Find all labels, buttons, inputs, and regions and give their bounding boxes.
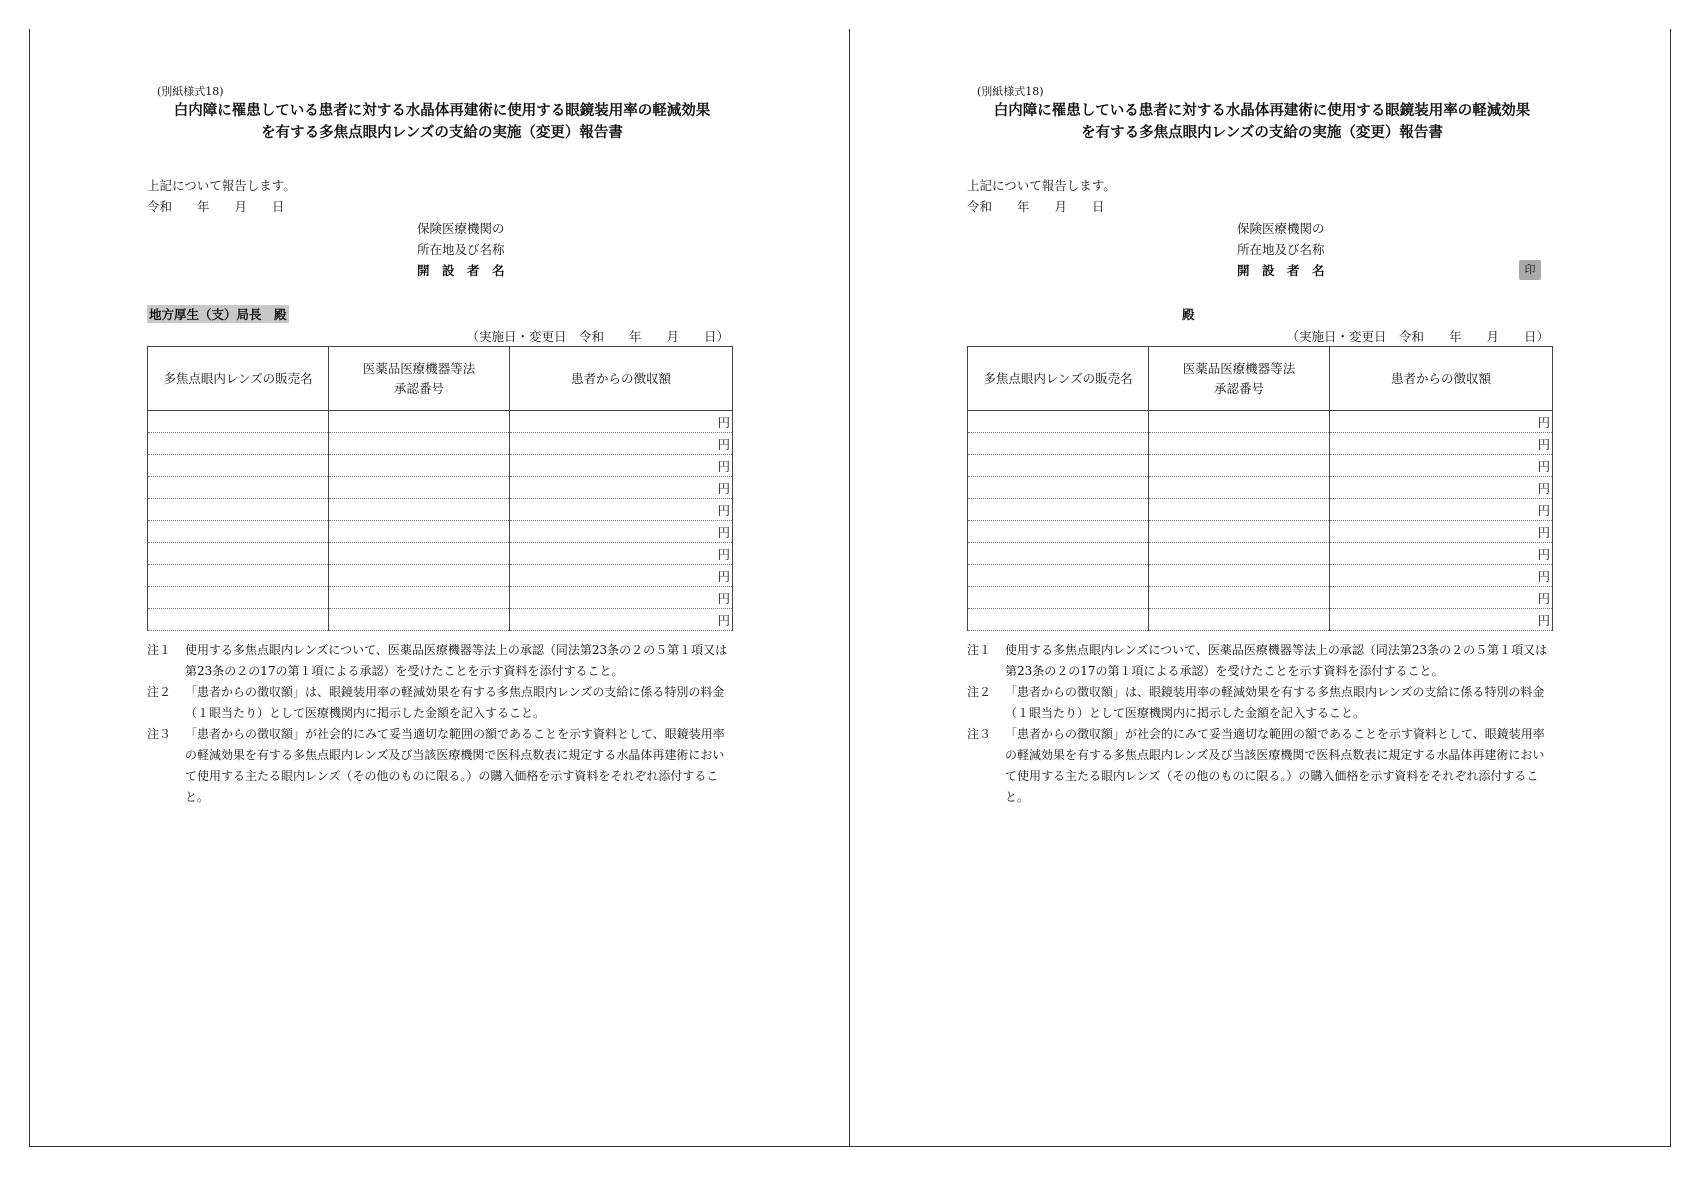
- note-3: [147, 724, 733, 808]
- approval-number-cell[interactable]: [1149, 499, 1330, 521]
- charge-cell[interactable]: [510, 565, 733, 587]
- lens-name-cell[interactable]: [968, 543, 1149, 565]
- approval-number-cell[interactable]: [329, 477, 510, 499]
- form-number: (別紙様式18): [977, 85, 1044, 98]
- note-label: 注３: [967, 727, 992, 741]
- charge-cell[interactable]: [1330, 609, 1553, 631]
- lens-table: [147, 346, 733, 631]
- col-lens-name: 多焦点眼内レンズの販売名: [968, 347, 1149, 411]
- charge-cell[interactable]: [1330, 433, 1553, 455]
- document-page-2: [967, 78, 1557, 804]
- table-row[interactable]: [968, 587, 1553, 609]
- yen-unit: 円: [1537, 590, 1550, 606]
- charge-cell[interactable]: [1330, 477, 1553, 499]
- title-line-1: 白内障に罹患している患者に対する水晶体再建術に使用する眼鏡装用率の軽減効果: [173, 102, 711, 119]
- note-1: [967, 640, 1553, 682]
- lens-name-cell[interactable]: [968, 521, 1149, 543]
- charge-cell[interactable]: [510, 499, 733, 521]
- yen-unit: 円: [1537, 480, 1550, 496]
- yen-unit: 円: [1537, 524, 1550, 540]
- approval-number-cell[interactable]: [329, 565, 510, 587]
- approval-number-cell[interactable]: [329, 411, 510, 433]
- lens-name-cell[interactable]: [148, 521, 329, 543]
- lens-name-cell[interactable]: [968, 477, 1149, 499]
- table-header: [968, 347, 1553, 411]
- yen-unit: 円: [1537, 436, 1550, 452]
- seal-mark: 印: [1519, 260, 1541, 280]
- yen-unit: 円: [717, 612, 730, 628]
- yen-unit: 円: [1537, 458, 1550, 474]
- lens-table: [967, 346, 1553, 631]
- title-line-2: を有する多焦点眼内レンズの支給の実施（変更）報告書: [261, 124, 623, 141]
- institution-label-1: 保険医療機関の: [417, 221, 505, 236]
- recipient: 殿: [1182, 307, 1195, 322]
- approval-number-cell[interactable]: [1149, 587, 1330, 609]
- table-row[interactable]: [148, 521, 733, 543]
- founder-label: 開 設 者 名: [417, 263, 505, 278]
- lens-name-cell[interactable]: [148, 411, 329, 433]
- note-text: 「患者からの徴収額」は、眼鏡装用率の軽減効果を有する多焦点眼内レンズの支給に係る特別の料金（１眼当たり）として医療機関内に掲示した金額を記入すること。: [1005, 685, 1545, 720]
- approval-number-cell[interactable]: [329, 609, 510, 631]
- table-row[interactable]: [148, 455, 733, 477]
- approval-number-cell[interactable]: [1149, 411, 1330, 433]
- approval-number-cell[interactable]: [1149, 521, 1330, 543]
- notes: [967, 640, 1553, 808]
- charge-cell[interactable]: [1330, 455, 1553, 477]
- institution-block: [417, 218, 505, 281]
- yen-unit: 円: [717, 458, 730, 474]
- note-3: [967, 724, 1553, 808]
- charge-cell[interactable]: [510, 609, 733, 631]
- note-label: 注１: [967, 643, 992, 657]
- col-approval-number: [1149, 347, 1330, 411]
- institution-label-1: 保険医療機関の: [1237, 221, 1325, 236]
- col-approval-line1: 医薬品医療機器等法: [1182, 360, 1296, 376]
- approval-number-cell[interactable]: [1149, 455, 1330, 477]
- yen-unit: 円: [717, 436, 730, 452]
- col-patient-charge: 患者からの徴収額: [1330, 347, 1553, 411]
- charge-cell[interactable]: [1330, 411, 1553, 433]
- notes: [147, 640, 733, 808]
- table-row[interactable]: [148, 609, 733, 631]
- institution-label-2: 所在地及び名称: [1237, 242, 1325, 257]
- table-row[interactable]: [968, 411, 1553, 433]
- approval-number-cell[interactable]: [329, 499, 510, 521]
- approval-number-cell[interactable]: [329, 433, 510, 455]
- lens-name-cell[interactable]: [148, 609, 329, 631]
- yen-unit: 円: [1537, 568, 1550, 584]
- table-row[interactable]: [148, 433, 733, 455]
- lens-name-cell[interactable]: [148, 587, 329, 609]
- charge-cell[interactable]: [510, 455, 733, 477]
- charge-cell[interactable]: [1330, 543, 1553, 565]
- approval-number-cell[interactable]: [329, 543, 510, 565]
- lens-name-cell[interactable]: [968, 433, 1149, 455]
- note-text: 「患者からの徴収額」が社会的にみて妥当適切な範囲の額であることを示す資料として、眼鏡装用率の軽減効果を有する多焦点眼内レンズ及び当該医療機関で医科点数表に規定する水晶体再建術において使用する主たる眼内レンズ（その他のものに限る。）の購入価格を示す資料をそれぞれ添付すること。: [185, 727, 725, 804]
- table-row[interactable]: [148, 565, 733, 587]
- lens-name-cell[interactable]: [968, 609, 1149, 631]
- table-row[interactable]: [148, 477, 733, 499]
- table-row[interactable]: [968, 609, 1553, 631]
- yen-unit: 円: [1537, 502, 1550, 518]
- approval-number-cell[interactable]: [1149, 609, 1330, 631]
- lens-name-cell[interactable]: [148, 455, 329, 477]
- intro-text: 上記について報告します。: [147, 178, 296, 193]
- charge-cell[interactable]: [510, 587, 733, 609]
- charge-cell[interactable]: [510, 521, 733, 543]
- founder-label: 開 設 者 名: [1237, 263, 1325, 278]
- yen-unit: 円: [717, 590, 730, 606]
- lens-name-cell[interactable]: [148, 499, 329, 521]
- approval-number-cell[interactable]: [1149, 477, 1330, 499]
- table-row[interactable]: [968, 521, 1553, 543]
- note-label: 注１: [147, 643, 172, 657]
- charge-cell[interactable]: [1330, 521, 1553, 543]
- document-page-1: [147, 78, 737, 804]
- table-row[interactable]: [968, 477, 1553, 499]
- lens-name-cell[interactable]: [968, 565, 1149, 587]
- note-text: 使用する多焦点眼内レンズについて、医薬品医療機器等法上の承認（同法第23条の２の５第１項又は第23条の２の17の第１項による承認）を受けたことを示す資料を添付すること。: [1005, 643, 1548, 678]
- table-row[interactable]: [148, 411, 733, 433]
- implementation-date: （実施日・変更日 令和 年 月 日）: [466, 329, 729, 344]
- lens-name-cell[interactable]: [968, 587, 1149, 609]
- title-line-2: を有する多焦点眼内レンズの支給の実施（変更）報告書: [1081, 124, 1443, 141]
- yen-unit: 円: [717, 546, 730, 562]
- yen-unit: 円: [717, 568, 730, 584]
- note-1: [147, 640, 733, 682]
- table-header: [148, 347, 733, 411]
- institution-block: [1237, 218, 1325, 281]
- report-date: 令和 年 月 日: [967, 199, 1105, 214]
- approval-number-cell[interactable]: [329, 587, 510, 609]
- charge-cell[interactable]: [510, 433, 733, 455]
- yen-unit: 円: [1537, 612, 1550, 628]
- lens-name-cell[interactable]: [968, 411, 1149, 433]
- title-line-1: 白内障に罹患している患者に対する水晶体再建術に使用する眼鏡装用率の軽減効果: [993, 102, 1531, 119]
- charge-cell[interactable]: [510, 411, 733, 433]
- col-approval-line1: 医薬品医療機器等法: [362, 360, 476, 376]
- approval-number-cell[interactable]: [329, 521, 510, 543]
- charge-cell[interactable]: [510, 477, 733, 499]
- table-row[interactable]: [968, 455, 1553, 477]
- intro-text: 上記について報告します。: [967, 178, 1116, 193]
- yen-unit: 円: [717, 480, 730, 496]
- report-date: 令和 年 月 日: [147, 199, 285, 214]
- note-label: 注２: [147, 685, 172, 699]
- charge-cell[interactable]: [1330, 499, 1553, 521]
- table-row[interactable]: [968, 499, 1553, 521]
- note-text: 使用する多焦点眼内レンズについて、医薬品医療機器等法上の承認（同法第23条の２の５第１項又は第23条の２の17の第１項による承認）を受けたことを示す資料を添付すること。: [185, 643, 728, 678]
- table-row[interactable]: [968, 565, 1553, 587]
- col-patient-charge: 患者からの徴収額: [510, 347, 733, 411]
- lens-name-cell[interactable]: [148, 477, 329, 499]
- col-approval-line2: 承認番号: [1213, 380, 1264, 396]
- table-row[interactable]: [968, 543, 1553, 565]
- col-approval-number: [329, 347, 510, 411]
- charge-cell[interactable]: [1330, 587, 1553, 609]
- col-lens-name: 多焦点眼内レンズの販売名: [148, 347, 329, 411]
- approval-number-cell[interactable]: [1149, 543, 1330, 565]
- note-label: 注３: [147, 727, 172, 741]
- table-row[interactable]: [968, 433, 1553, 455]
- lens-name-cell[interactable]: [968, 455, 1149, 477]
- lens-name-cell[interactable]: [968, 499, 1149, 521]
- table-row[interactable]: [148, 587, 733, 609]
- recipient: 地方厚生（支）局長 殿: [149, 307, 287, 322]
- lens-name-cell[interactable]: [148, 565, 329, 587]
- approval-number-cell[interactable]: [1149, 433, 1330, 455]
- institution-label-2: 所在地及び名称: [417, 242, 505, 257]
- form-number: (別紙様式18): [157, 85, 224, 98]
- lens-name-cell[interactable]: [148, 433, 329, 455]
- table-row[interactable]: [148, 543, 733, 565]
- document-title: [967, 100, 1557, 144]
- approval-number-cell[interactable]: [1149, 565, 1330, 587]
- yen-unit: 円: [717, 524, 730, 540]
- yen-unit: 円: [717, 502, 730, 518]
- col-approval-line2: 承認番号: [393, 380, 444, 396]
- note-text: 「患者からの徴収額」は、眼鏡装用率の軽減効果を有する多焦点眼内レンズの支給に係る特別の料金（１眼当たり）として医療機関内に掲示した金額を記入すること。: [185, 685, 725, 720]
- charge-cell[interactable]: [1330, 565, 1553, 587]
- table-row[interactable]: [148, 499, 733, 521]
- note-2: [147, 682, 733, 724]
- note-label: 注２: [967, 685, 992, 699]
- approval-number-cell[interactable]: [329, 455, 510, 477]
- yen-unit: 円: [1537, 546, 1550, 562]
- page-divider: [849, 29, 850, 1146]
- note-text: 「患者からの徴収額」が社会的にみて妥当適切な範囲の額であることを示す資料として、眼鏡装用率の軽減効果を有する多焦点眼内レンズ及び当該医療機関で医科点数表に規定する水晶体再建術において使用する主たる眼内レンズ（その他のものに限る。）の購入価格を示す資料をそれぞれ添付すること。: [1005, 727, 1545, 804]
- note-2: [967, 682, 1553, 724]
- implementation-date: （実施日・変更日 令和 年 月 日）: [1286, 329, 1549, 344]
- charge-cell[interactable]: [510, 543, 733, 565]
- document-title: [147, 100, 737, 144]
- yen-unit: 円: [717, 414, 730, 430]
- lens-name-cell[interactable]: [148, 543, 329, 565]
- yen-unit: 円: [1537, 414, 1550, 430]
